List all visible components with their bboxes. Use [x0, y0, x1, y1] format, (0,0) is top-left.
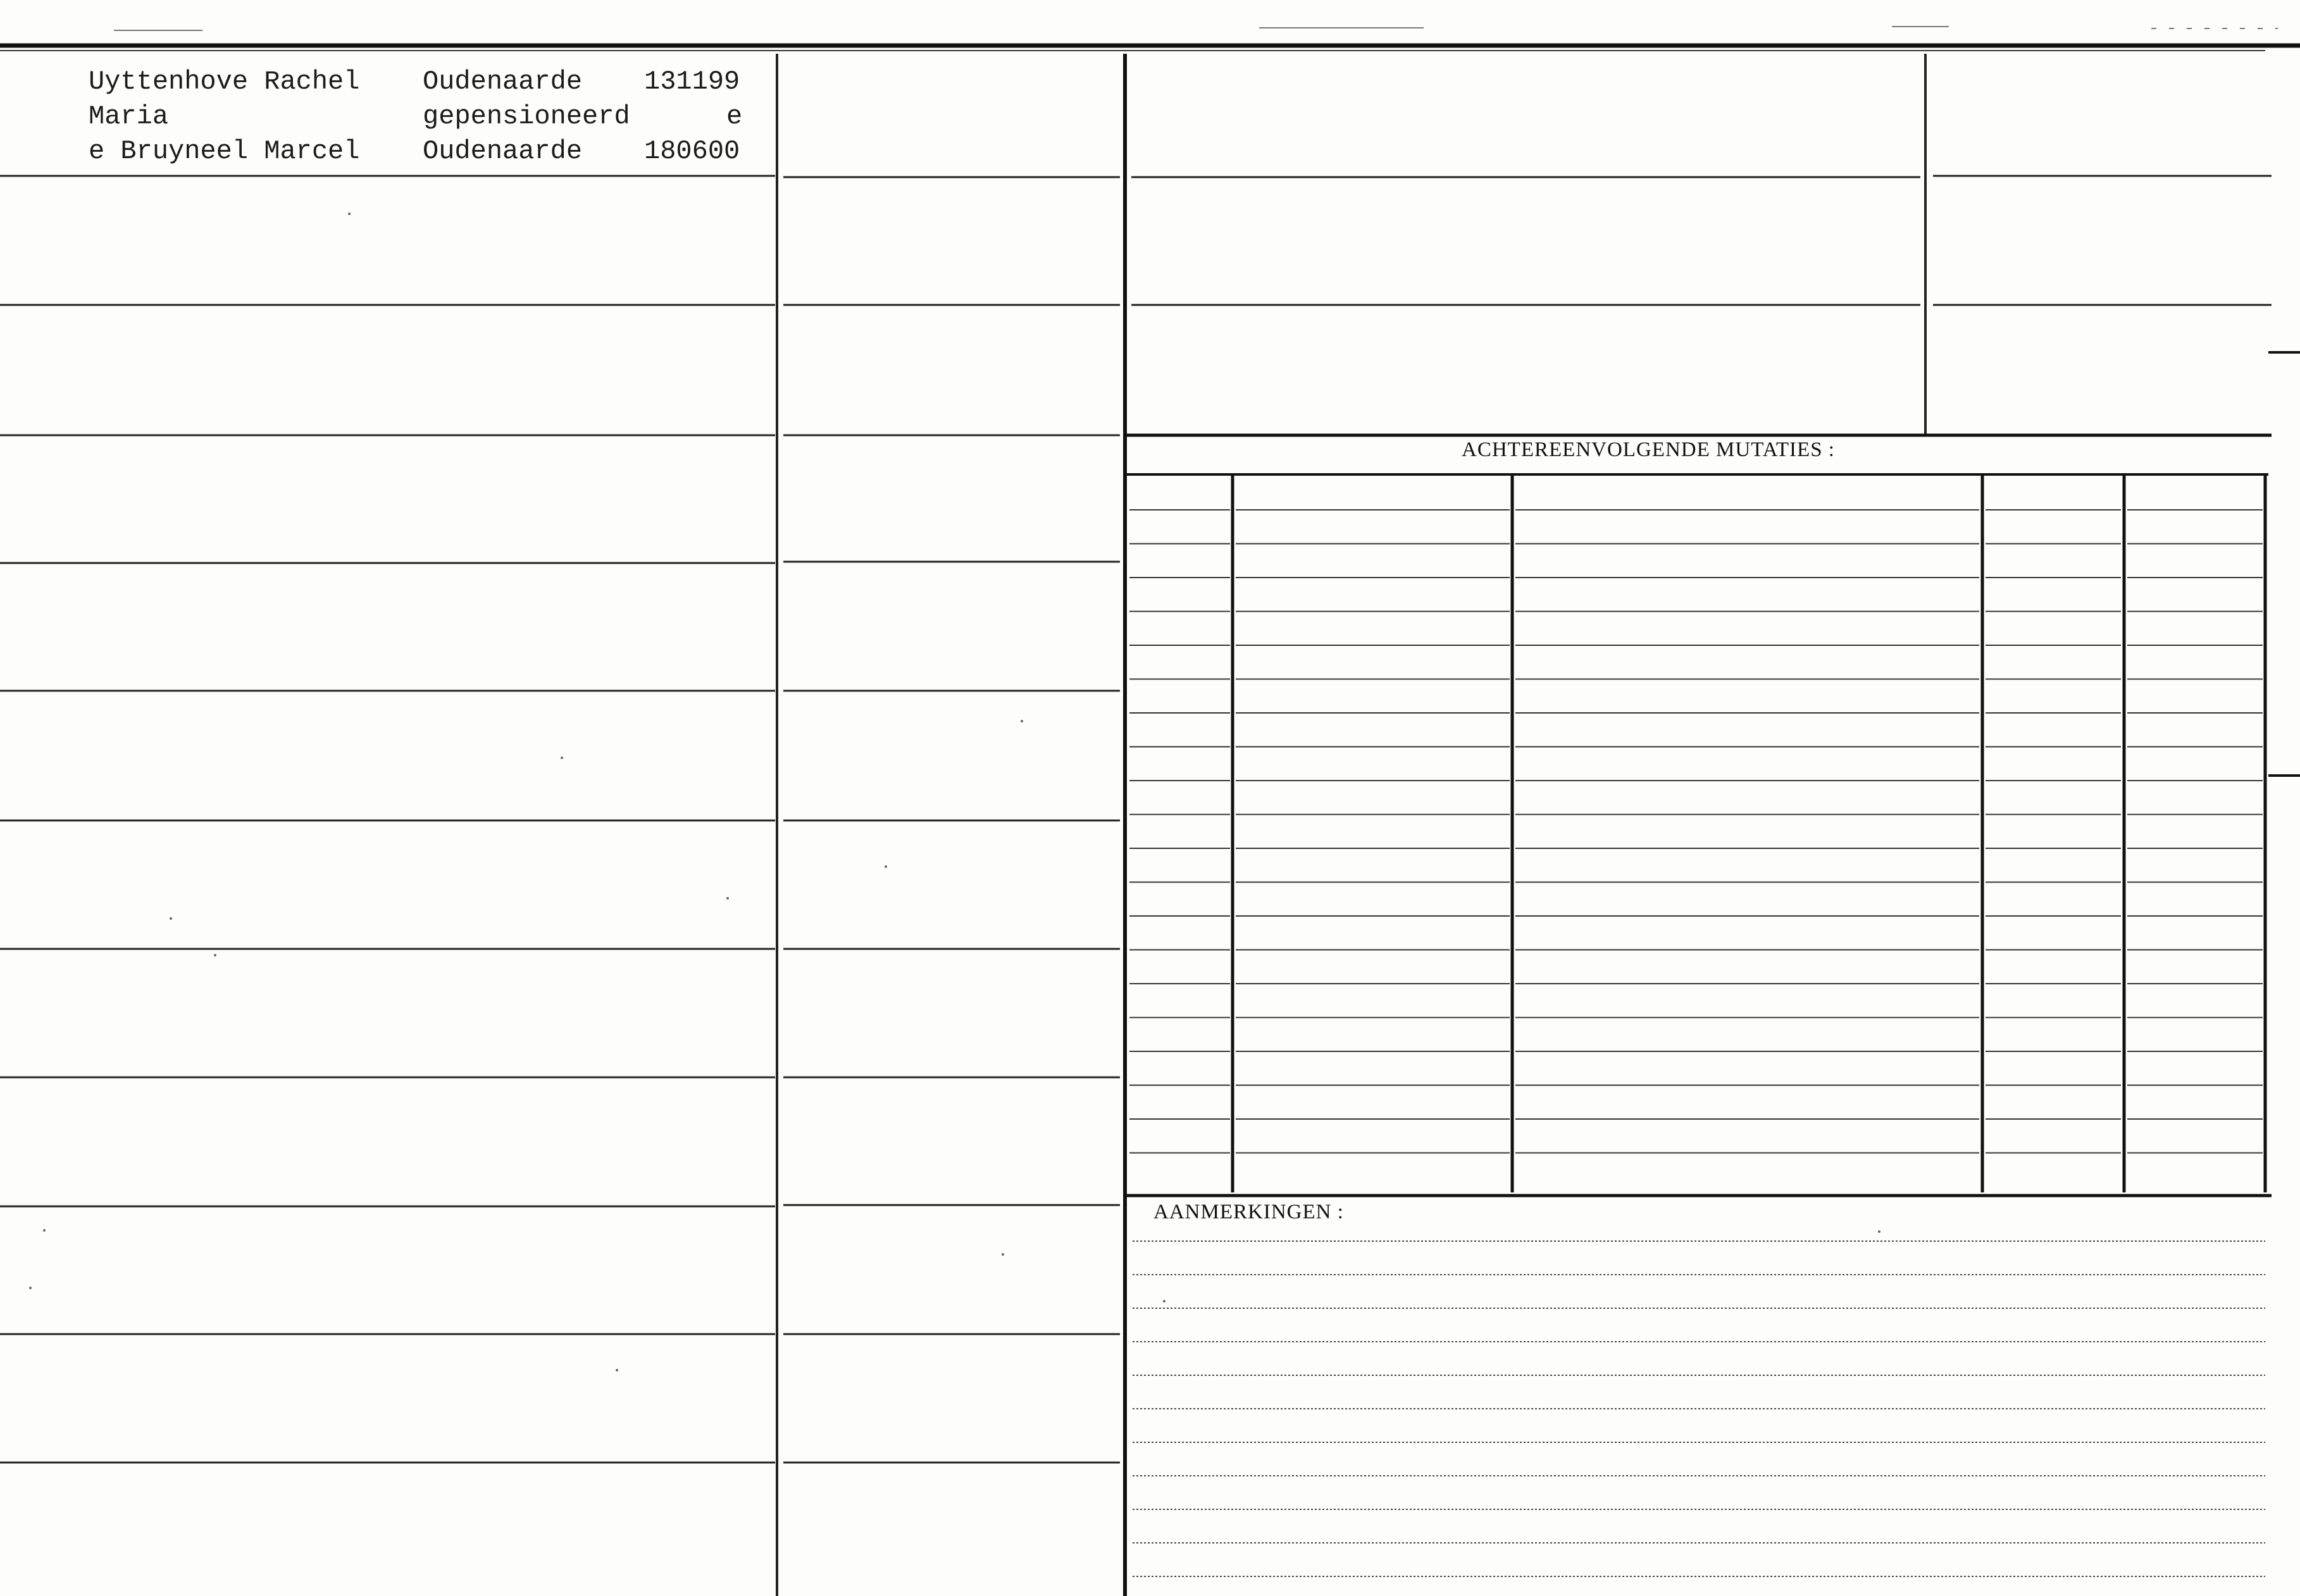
place-line-2: gepensioneerd	[423, 101, 630, 132]
remarks-header: AANMERKINGEN :	[1153, 1201, 1344, 1223]
name-line-3: e Bruyneel Marcel	[89, 136, 360, 166]
date-line-3: 180600	[644, 136, 740, 166]
place-line-3: Oudenaarde	[423, 136, 583, 166]
name-line-2: Maria	[89, 101, 169, 132]
place-line-1: Oudenaarde	[423, 66, 583, 97]
date-line-1: 131199	[644, 66, 740, 97]
date-line-2: e	[726, 101, 743, 132]
name-line-1: Uyttenhove Rachel	[89, 66, 360, 97]
mutations-header: ACHTEREENVOLGENDE MUTATIES :	[1462, 438, 1835, 461]
